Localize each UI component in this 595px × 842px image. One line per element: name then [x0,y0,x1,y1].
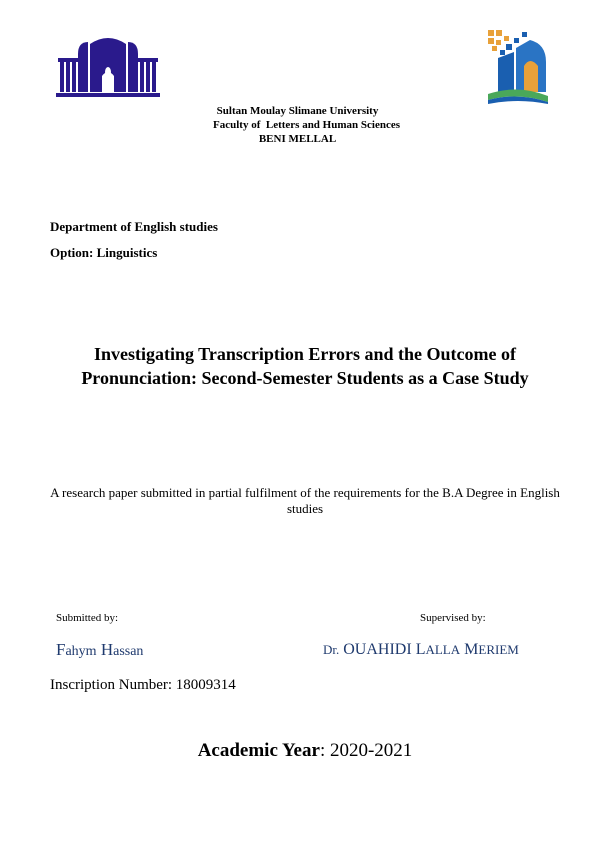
supervisor-name-2-initial: L [415,641,426,658]
author-last-rest: assan [113,644,144,659]
page-title: Investigating Transcription Errors and the Outcome of Pronunciation: Second-Semester Students as a Case Study [81,344,529,388]
supervisor-name-2-rest: ALLA [425,642,461,657]
inscription-number: Inscription Number: 18009314 [50,677,236,693]
supervisor-name-3-rest: ERIEM [478,642,519,657]
author-first-rest: ahym [65,644,97,659]
author-first-initial: F [56,640,66,659]
university-logo [56,36,160,98]
university-header [0,104,595,146]
department: Department of English studies [50,219,218,234]
faculty-logo [484,26,552,106]
academic-year [0,740,595,762]
submitted-by-label: Submitted by: [56,612,119,624]
intro-text: A research paper submitted in partial fulfilment of the requirements for the B.A Degree in English studies [50,485,560,516]
faculty-name: Faculty of Letters and Human Sciences [213,119,400,131]
university-name: Sultan Moulay Slimane University [216,105,379,117]
supervisor-name-1: OUAHIDI [343,641,412,658]
academic-year-label: Academic Year [197,740,320,761]
city-name: BENI MELLAL [258,133,337,145]
supervised-by-label: Supervised by: [420,612,486,624]
supervisor-name-3-initial: M [464,641,479,658]
author-name [56,640,143,660]
option: Option: Linguistics [50,245,158,260]
academic-year-value: : 2020-2021 [319,740,413,761]
author-last-initial: H [100,640,114,659]
supervisor-prefix: Dr. [323,642,340,657]
supervisor-name [323,641,519,659]
